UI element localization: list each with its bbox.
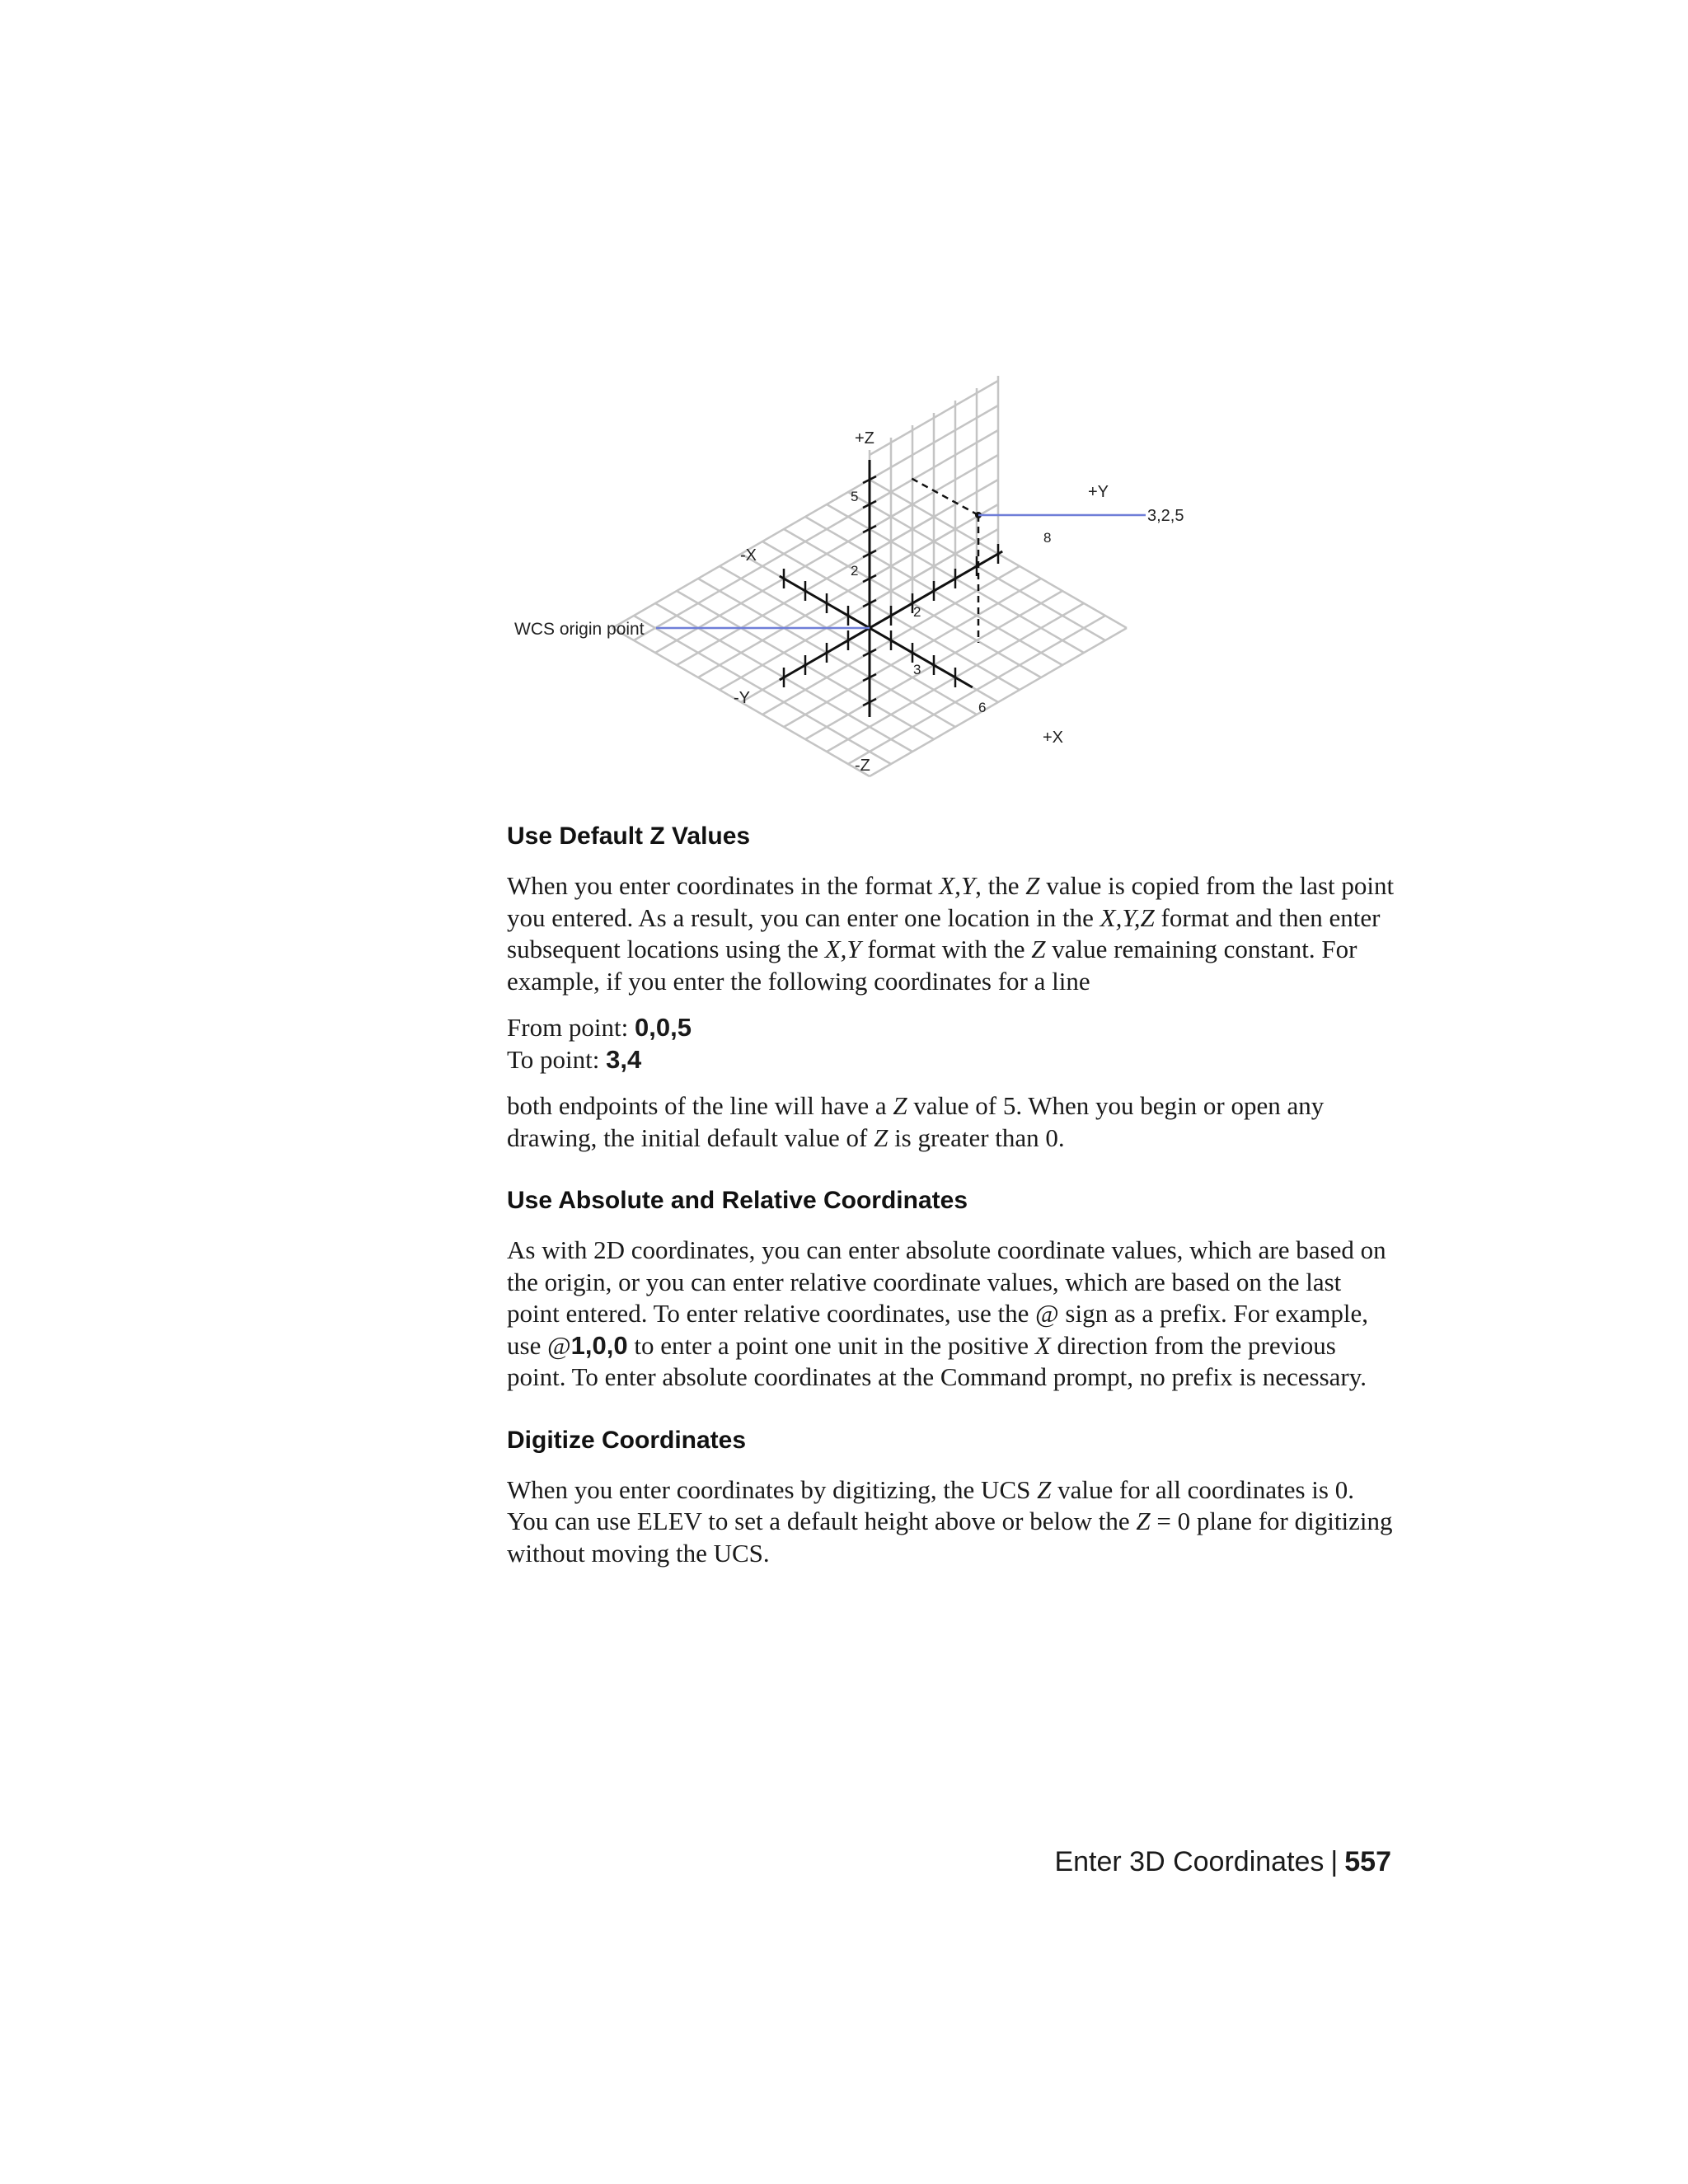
- spacer: [507, 1169, 1397, 1185]
- wcs-origin-label: WCS origin point: [514, 620, 645, 639]
- text-run: is greater than 0.: [888, 1122, 1065, 1152]
- paragraph-absolute-relative: [507, 1235, 1397, 1394]
- wcs-diagram: [495, 338, 1253, 799]
- tick-label-y8: 8: [1043, 530, 1052, 546]
- italic-run: X: [1034, 1330, 1051, 1360]
- italic-run: Z: [893, 1091, 907, 1120]
- italic-run: Z: [1136, 1507, 1151, 1535]
- tick-label-x3: 3: [913, 662, 921, 677]
- paragraph-digitize: [507, 1474, 1397, 1570]
- page-content: [507, 821, 1397, 1584]
- text-run: value of 5. When you begin or open any drawing, the initial default value of: [507, 1091, 1325, 1152]
- spacer: [507, 1408, 1397, 1425]
- coordinate-system-figure: [495, 338, 1253, 799]
- text-run: value remaining constant. For example, if you enter the following coordinates for a line: [507, 935, 1357, 996]
- italic-run: X,Y: [939, 871, 976, 900]
- axis-label-minus-x: -X: [740, 546, 757, 565]
- point-coordinate-label: 3,2,5: [1147, 507, 1184, 525]
- text-run: direction from the previous point. To enter absolute coordinates at the Command prompt, no prefix is necessary.: [507, 1330, 1367, 1391]
- italic-run: Z: [874, 1122, 889, 1152]
- footer-chapter-title: Enter 3D Coordinates: [1054, 1846, 1325, 1877]
- bold-run: 1,0,0: [570, 1330, 628, 1360]
- heading-digitize: Digitize Coordinates: [507, 1426, 747, 1454]
- text-run: value is copied from the last point you entered. As a result, you can enter one location in the: [507, 871, 1395, 932]
- tick-label-x6: 6: [978, 700, 987, 715]
- axis-label-plus-y: +Y: [1088, 483, 1109, 501]
- italic-run: X,Y,Z: [1100, 902, 1155, 932]
- text-run: value for all coordinates is 0. You can use ELEV to set a default height above or below the: [507, 1474, 1354, 1535]
- text-run: , the: [975, 871, 1026, 900]
- text-run: format and then enter subsequent locations using the: [507, 902, 1381, 963]
- paragraph-default-z-result: [507, 1090, 1397, 1154]
- italic-run: Z: [1025, 871, 1040, 900]
- tick-label-z2: 2: [851, 563, 859, 579]
- text-run: format with the: [860, 935, 1032, 963]
- text-run: As with 2D coordinates, you can enter absolute coordinate values, which are based on the origin, or you can enter relative coordinate values, which are based on the last point entered. To enter relative coordinates, use the @ sign as a prefix. For example, use @: [507, 1235, 1386, 1360]
- text-run: When you enter coordinates by digitizing, the UCS: [507, 1474, 1038, 1504]
- axis-label-plus-z: +Z: [855, 429, 874, 448]
- heading-default-z-values: Use Default Z Values: [507, 823, 751, 850]
- text-run: both endpoints of the line will have a: [507, 1091, 893, 1120]
- axis-label-minus-y: -Y: [734, 689, 750, 707]
- italic-run: X,Y: [824, 935, 861, 963]
- italic-run: Z: [1037, 1474, 1052, 1504]
- paragraph-default-z-intro: [507, 870, 1397, 997]
- tick-label-z5: 5: [851, 489, 859, 504]
- to-point-value: 3,4: [606, 1044, 642, 1074]
- text-run: When you enter coordinates in the format: [507, 871, 940, 900]
- axis-label-plus-x: +X: [1043, 729, 1064, 747]
- from-point-value: 0,0,5: [635, 1013, 692, 1042]
- x-axis-line: [780, 576, 973, 687]
- text-run: to enter a point one unit in the positive: [627, 1330, 1035, 1360]
- example-points: [507, 1012, 1397, 1076]
- to-point-label: To point:: [507, 1044, 607, 1074]
- text-run: = 0 plane for digitizing without moving the UCS.: [507, 1507, 1393, 1568]
- page-number: 557: [1344, 1846, 1391, 1877]
- axis-label-minus-z: -Z: [855, 757, 870, 775]
- heading-absolute-relative: Use Absolute and Relative Coordinates: [507, 1187, 968, 1214]
- footer-separator: |: [1330, 1846, 1339, 1877]
- tick-label-y2: 2: [913, 604, 921, 620]
- italic-run: Z: [1031, 935, 1046, 963]
- page-footer: [1054, 1846, 1391, 1878]
- from-point-label: From point:: [507, 1013, 635, 1042]
